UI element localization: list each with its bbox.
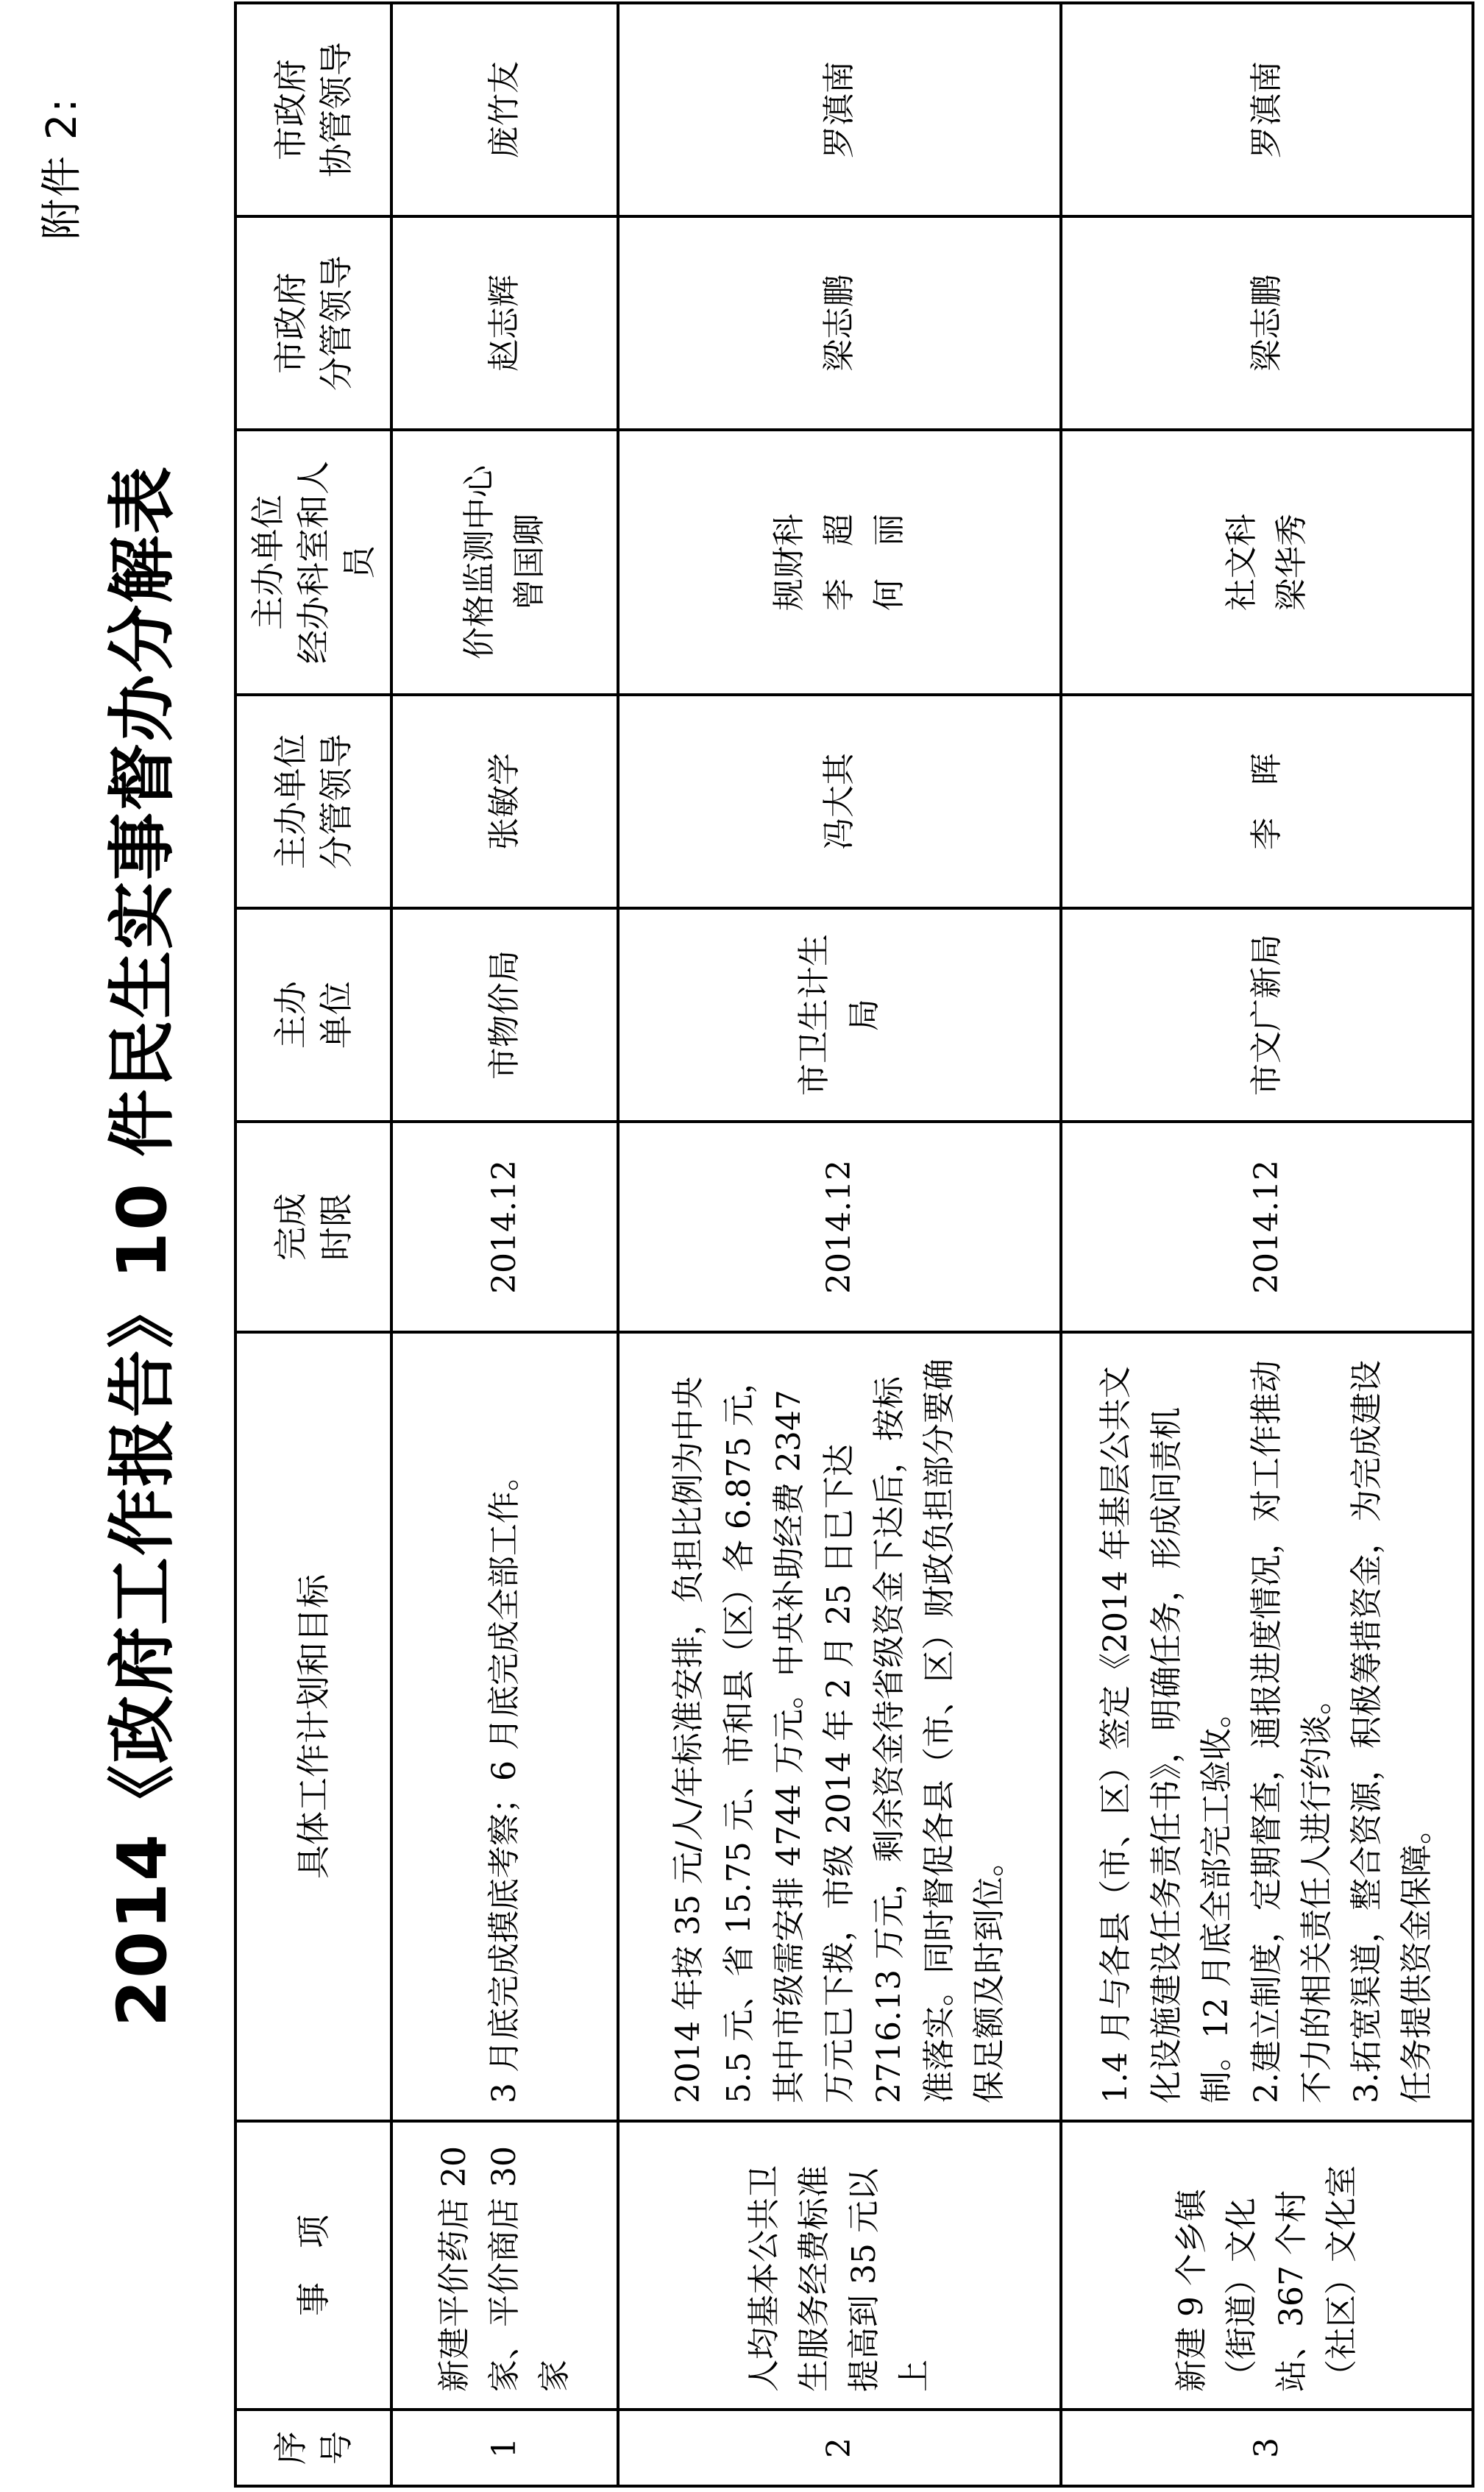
cell-staff: 价格监测中心 曾国卿: [391, 430, 618, 695]
header-unit: 主办 单位: [235, 908, 391, 1122]
table-header-row: [235, 3, 391, 2486]
table-row: [1061, 3, 1473, 2486]
cell-assist-leader: 罗滇南: [618, 3, 1061, 216]
cell-staff: 社文科 梁华秀: [1061, 430, 1473, 695]
header-unit-leader: 主办单位 分管领导: [235, 695, 391, 908]
cell-city-leader: 赵志辉: [391, 216, 618, 430]
cell-unit-leader: 张敏学: [391, 695, 618, 908]
attachment-label: 附件 2:: [38, 96, 86, 240]
cell-city-leader: 梁志鹏: [618, 216, 1061, 430]
header-plan: 具体工作计划和目标: [235, 1332, 391, 2121]
cell-seq: 1: [391, 2410, 618, 2486]
header-staff: 主办单位 经办科室和人员: [235, 430, 391, 695]
cell-unit: 市物价局: [391, 908, 618, 1122]
cell-unit: 市文广新局: [1061, 908, 1473, 1122]
task-breakdown-table: [234, 1, 1474, 2488]
cell-deadline: 2014.12: [618, 1122, 1061, 1332]
cell-unit-leader: 冯大其: [618, 695, 1061, 908]
cell-unit-leader: 李 晖: [1061, 695, 1473, 908]
cell-assist-leader: 庞竹友: [391, 3, 618, 216]
cell-deadline: 2014.12: [391, 1122, 618, 1332]
cell-item: 新建平价药店 20 家、平价商店 30 家: [391, 2121, 618, 2410]
cell-assist-leader: 罗滇南: [1061, 3, 1473, 216]
cell-staff: 规财科 李 超 何 丽: [618, 430, 1061, 695]
cell-seq: 2: [618, 2410, 1061, 2486]
header-seq: 序号: [235, 2410, 391, 2486]
header-item: 事 项: [235, 2121, 391, 2410]
page-title: 2014《政府工作报告》10 件民生实事督办分解表: [103, 464, 182, 2028]
cell-plan: 2014 年按 35 元/人/年标准安排，负担比例为中央 5.5 元、省 15.75 元、市和县（区）各 6.875 元，其中市级需安排 4744 万元。中央补助经费 2347 万元已下拨，市级 2014 年 2 月 25 日已下达 2716.13 万元，剩余资金待省级资金下达后，按标准落实。同时督促各县（市、区）财政负担部分要确保足额及时到位。: [618, 1332, 1061, 2121]
table-row: [391, 3, 618, 2486]
cell-plan: 3 月底完成摸底考察；6 月底完成全部工作。: [391, 1332, 618, 2121]
cell-item: 人均基本公共卫生服务经费标准提高到 35 元以上: [618, 2121, 1061, 2410]
table-row: [618, 3, 1061, 2486]
cell-deadline: 2014.12: [1061, 1122, 1473, 1332]
cell-item: 新建 9 个乡镇（街道）文化站、367 个村（社区）文化室: [1061, 2121, 1473, 2410]
cell-plan: 1.4 月与各县（市、区）签定《2014 年基层公共文化设施建设任务责任书》，明确任务，形成问责机制。12 月底全部完工验收。 2.建立制度，定期督查，通报进度情况，对工作推动不力的相关责任人进行约谈。 3.拓宽渠道，整合资源，积极筹措资金，为完成建设任务提供资金保障。: [1061, 1332, 1473, 2121]
header-city-leader: 市政府 分管领导: [235, 216, 391, 430]
header-assist-leader: 市政府 协管领导: [235, 3, 391, 216]
cell-unit: 市卫生计生局: [618, 908, 1061, 1122]
cell-city-leader: 梁志鹏: [1061, 216, 1473, 430]
header-deadline: 完成 时限: [235, 1122, 391, 1332]
cell-seq: 3: [1061, 2410, 1473, 2486]
